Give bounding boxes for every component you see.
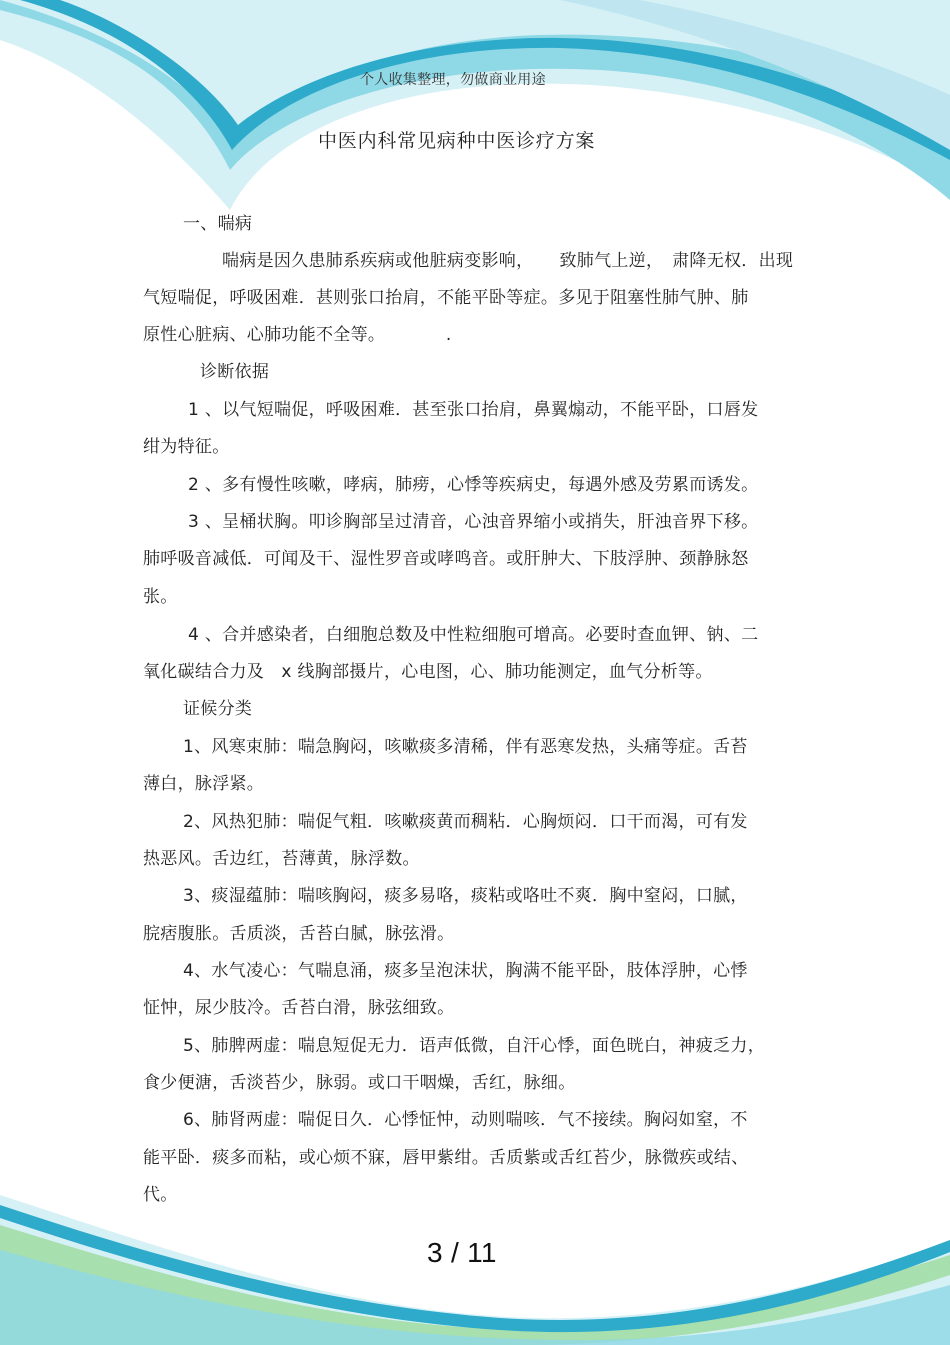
paragraph-line: 肺呼吸音减低．可闻及干、湿性罗音或哮鸣音。或肝肿大、下肢浮肿、颈静脉怒 — [143, 549, 749, 569]
subsection-heading: 诊断依据 — [200, 362, 270, 382]
document-title: 中医内科常见病种中医诊疗方案 — [318, 130, 596, 152]
paragraph-line: 3 、呈桶状胸。叩诊胸部呈过清音，心浊音界缩小或捎失，肝浊音界下移。 — [188, 512, 759, 532]
paragraph-line: 气短喘促，呼吸困难．甚则张口抬肩，不能平卧等症。多见于阻塞性肺气肿、肺 — [143, 288, 749, 308]
paragraph-line: 6、肺肾两虚：喘促日久．心悸怔忡，动则喘咳．气不接续。胸闷如窒，不 — [183, 1110, 748, 1130]
paragraph-line: 怔忡，尿少肢冷。舌苔白滑，脉弦细致。 — [143, 998, 455, 1018]
paragraph-line: 2 、多有慢性咳嗽，哮病，肺痨，心悸等疾病史，每遇外感及劳累而诱发。 — [188, 475, 759, 495]
paragraph-line: 脘痞腹胀。舌质淡，舌苔白腻，脉弦滑。 — [143, 924, 455, 944]
paragraph-line: 4、水气凌心：气喘息涌，痰多呈泡沫状，胸满不能平卧，肢体浮肿，心悸 — [183, 961, 748, 981]
paragraph-line: 代。 — [143, 1185, 178, 1205]
paragraph-line: 热恶风。舌边红，苔薄黄，脉浮数。 — [143, 849, 420, 869]
paragraph-line: 喘病是因久患肺系疾病或他脏病变影响， 致肺气上逆， 肃降无权．出现 — [222, 251, 794, 271]
paragraph-line: 5、肺脾两虚：喘息短促无力．语声低微，自汗心悸，面色晄白，神疲乏力， — [183, 1036, 766, 1056]
paragraph-line: 1 、以气短喘促，呼吸困难．甚至张口抬肩，鼻翼煽动，不能平卧，口唇发 — [188, 400, 759, 420]
paragraph-line: 薄白，脉浮紧。 — [143, 774, 265, 794]
paragraph-line: 氧化碳结合力及 x 线胸部摄片，心电图，心、肺功能测定，血气分析等。 — [143, 662, 713, 682]
paragraph-line: 1、风寒束肺：喘急胸闷，咳嗽痰多清稀，伴有恶寒发热，头痛等症。舌苔 — [183, 737, 748, 757]
paragraph-line: 食少便溏，舌淡苔少，脉弱。或口干咽燥，舌红，脉细。 — [143, 1073, 576, 1093]
paragraph-line: 3、痰湿蕴肺：喘咳胸闷，痰多易咯，痰粘或咯吐不爽．胸中窒闷，口腻， — [183, 886, 748, 906]
section-heading: 一、喘病 — [183, 214, 253, 234]
paragraph-line: 原性心脏病、心肺功能不全等。 . — [143, 325, 452, 345]
subsection-heading: 证候分类 — [183, 699, 253, 719]
header-note: 个人收集整理，勿做商业用途 — [360, 72, 546, 88]
paragraph-line: 绀为特征。 — [143, 437, 230, 457]
page-number: 3 / 11 — [427, 1237, 497, 1268]
paragraph-line: 能平卧．痰多而粘，或心烦不寐，唇甲紫绀。舌质紫或舌红苔少，脉微疾或结、 — [143, 1148, 749, 1168]
paragraph-line: 张。 — [143, 587, 178, 607]
paragraph-line: 4 、合并感染者，白细胞总数及中性粒细胞可增高。必要时查血钾、钠、二 — [188, 625, 759, 645]
paragraph-line: 2、风热犯肺：喘促气粗．咳嗽痰黄而稠粘．心胸烦闷．口干而渴，可有发 — [183, 812, 748, 832]
